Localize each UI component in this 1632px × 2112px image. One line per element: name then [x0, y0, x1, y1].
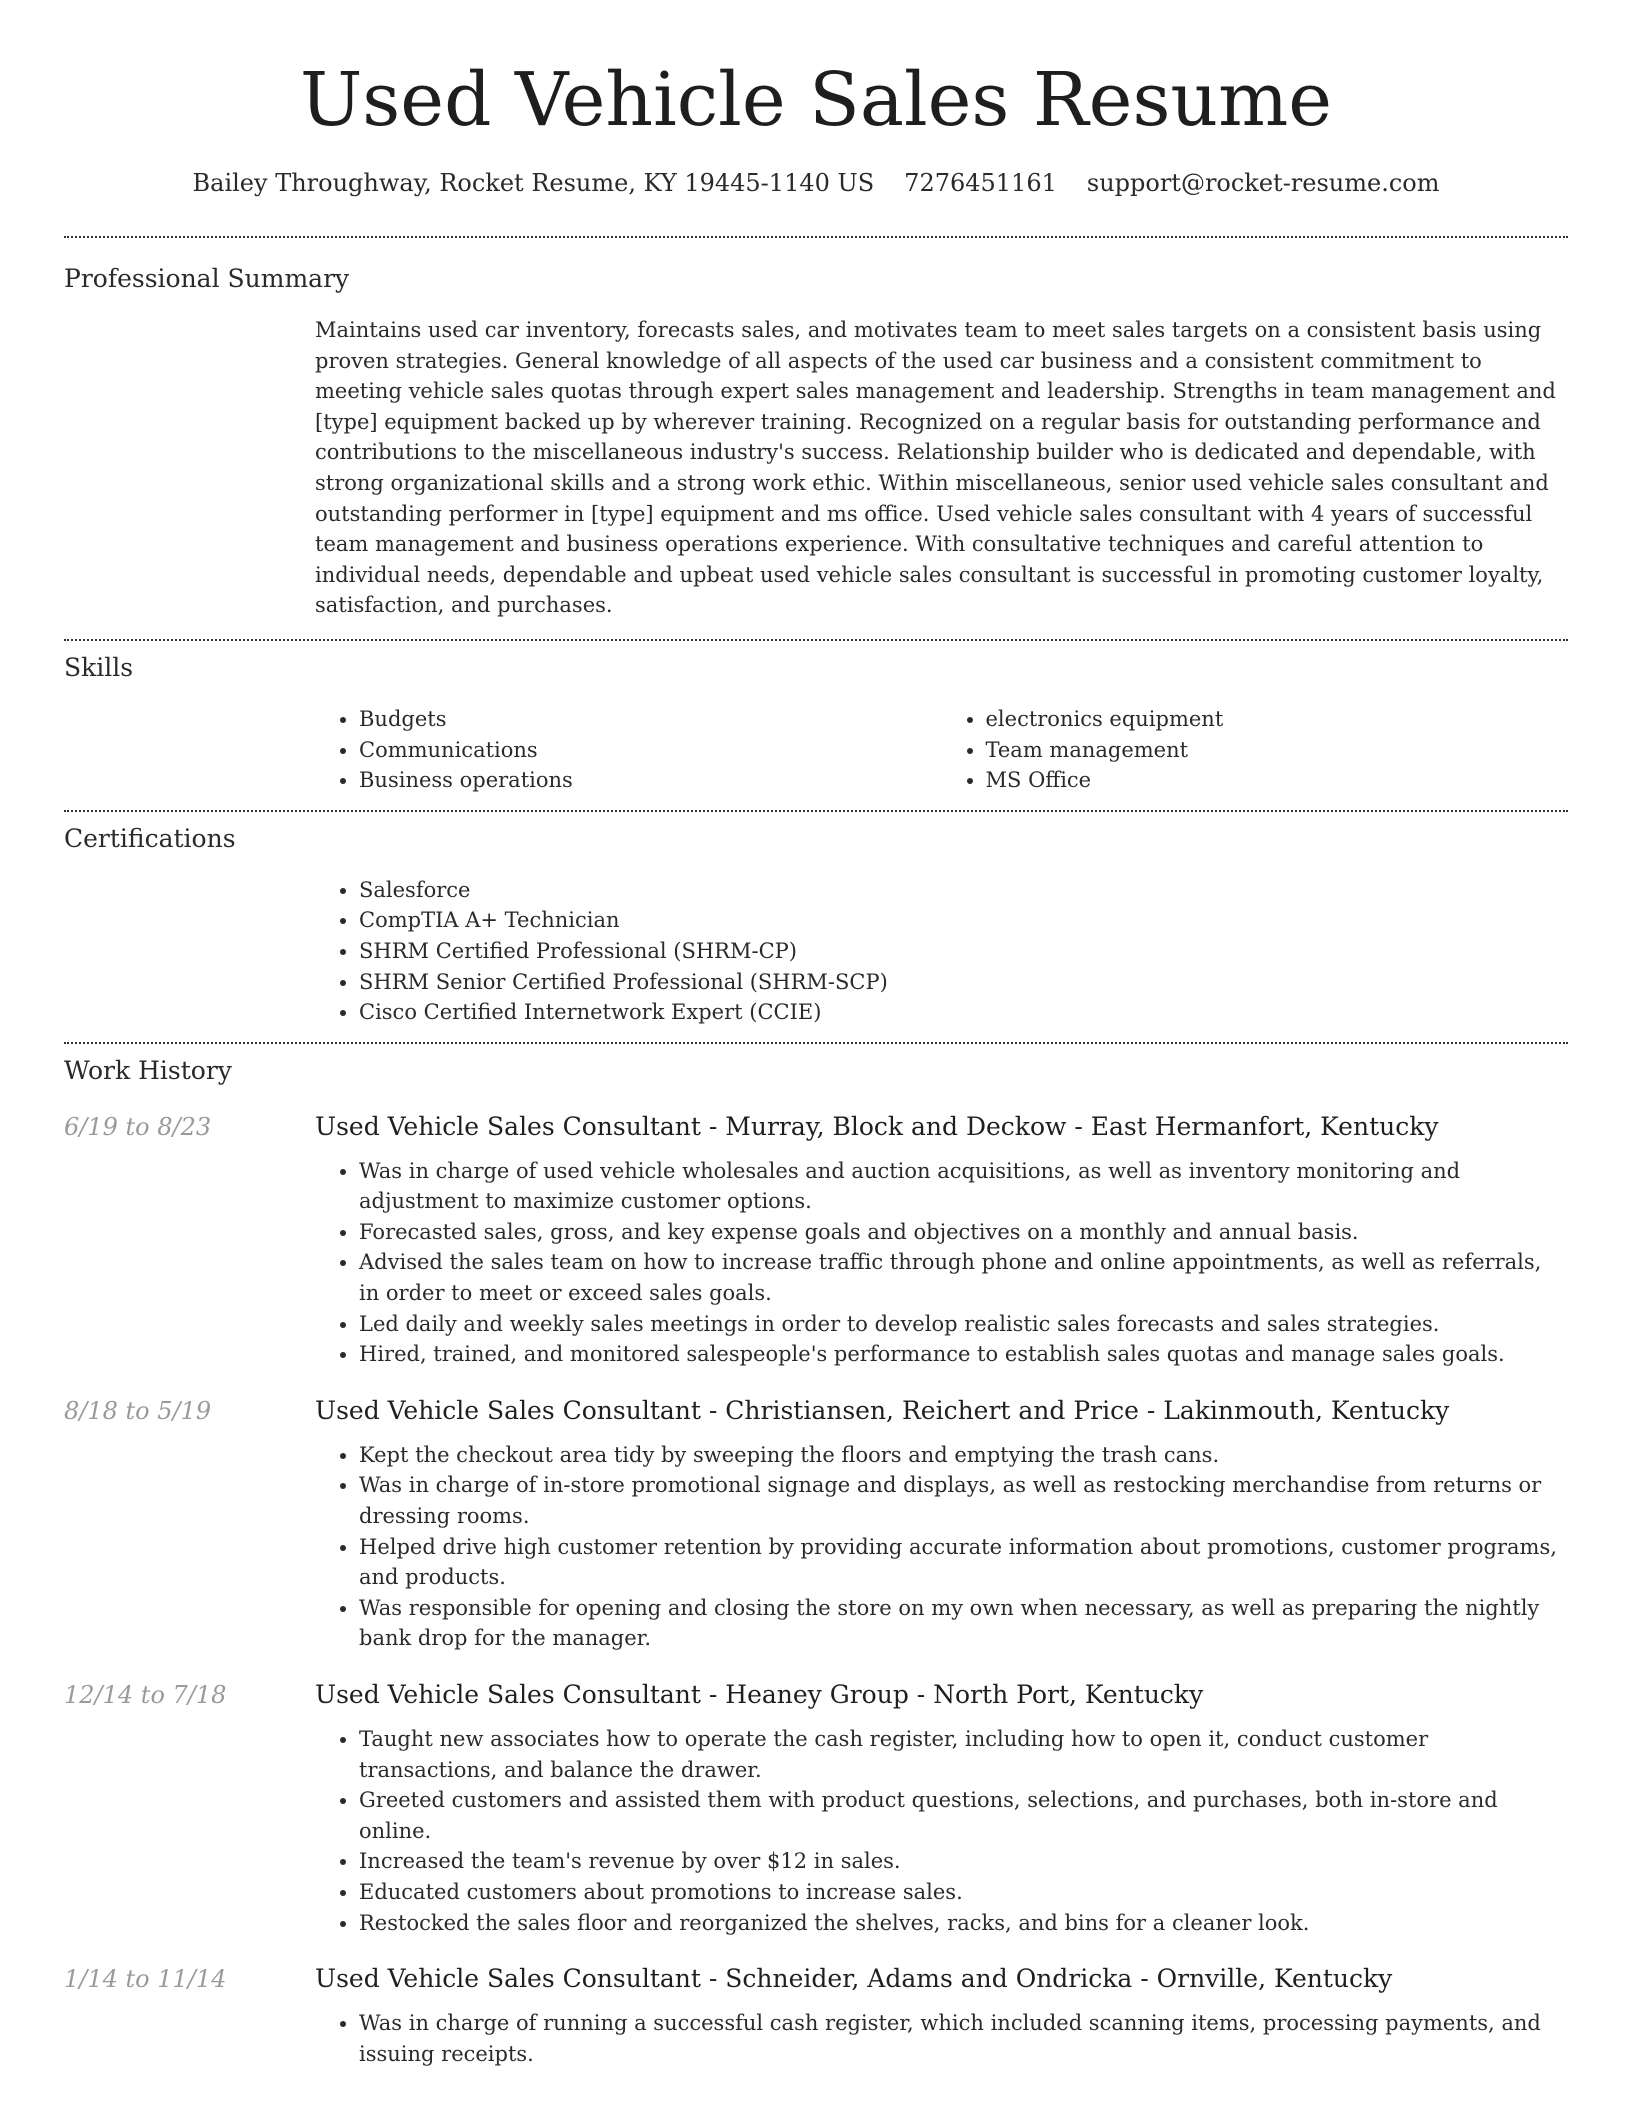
job-bullet: • Greeted customers and assisted them with product questions, selections, and purchases, both in-store and online.	[359, 1785, 1568, 1846]
job-entry	[64, 1678, 1568, 1938]
divider	[64, 236, 1568, 238]
contact-line	[64, 166, 1568, 200]
work-history-heading: Work History	[64, 1055, 232, 1085]
skill-item: • MS Office	[986, 765, 1569, 796]
job-bullet: • Led daily and weekly sales meetings in order to develop realistic sales forecasts and sales strategies.	[359, 1309, 1568, 1340]
job-bullet: • Was in charge of in-store promotional signage and displays, as well as restocking merchandise from returns or dressing rooms.	[359, 1470, 1568, 1531]
summary-heading: Professional Summary	[64, 264, 350, 293]
resume-page	[64, 0, 1568, 2069]
job-bullets	[315, 1156, 1568, 1370]
job-entry	[64, 1962, 1568, 2069]
job-bullet: • Taught new associates how to operate the cash register, including how to open it, conduct customer transactions, and balance the drawer.	[359, 1724, 1568, 1785]
summary-section	[64, 262, 1568, 621]
certification-item: • Cisco Certified Internetwork Expert (CCIE)	[359, 997, 1568, 1028]
job-bullet: • Was in charge of used vehicle wholesales and auction acquisitions, as well as inventory monitoring and adjustment to maximize customer options.	[359, 1156, 1568, 1217]
job-bullet: • Kept the checkout area tidy by sweeping the floors and emptying the trash cans.	[359, 1440, 1568, 1471]
certification-item: • CompTIA A+ Technician	[359, 905, 1568, 936]
skill-item: • electronics equipment	[986, 704, 1569, 735]
job-bullet: • Restocked the sales floor and reorganized the shelves, racks, and bins for a cleaner look.	[359, 1908, 1568, 1939]
job-bullets	[315, 2008, 1568, 2069]
skill-item: • Communications	[359, 735, 942, 766]
contact-phone: 7276451161	[904, 169, 1057, 197]
job-dates: 8/18 to 5/19	[64, 1396, 212, 1425]
job-title: Used Vehicle Sales Consultant - Christiansen, Reichert and Price - Lakinmouth, Kentucky	[315, 1395, 1450, 1425]
certifications-heading: Certifications	[64, 823, 236, 853]
skill-item: • Business operations	[359, 765, 942, 796]
job-bullet: • Was responsible for opening and closing the store on my own when necessary, as well as preparing the nightly bank drop for the manager.	[359, 1593, 1568, 1654]
resume-title: Used Vehicle Sales Resume	[299, 57, 1333, 143]
job-bullets	[315, 1440, 1568, 1654]
job-bullet: • Educated customers about promotions to increase sales.	[359, 1877, 1568, 1908]
divider	[64, 810, 1568, 812]
job-entry	[64, 1110, 1568, 1370]
summary-text: Maintains used car inventory, forecasts sales, and motivates team to meet sales targets on a consistent basis using proven strategies. General knowledge of all aspects of the used car business and a consistent commitment to meeting vehicle sales quotas through expert sales management and leadership. Strengths in team management and [type] equipment backed up by wherever training. Recognized on a regular basis for outstanding performance and contributions to the miscellaneous industry's success. Relationship builder who is dedicated and dependable, with strong organizational skills and a strong work ethic. Within miscellaneous, senior used vehicle sales consultant and outstanding performer in [type] equipment and ms office. Used vehicle sales consultant with 4 years of successful team management and business operations experience. With consultative techniques and careful attention to individual needs, dependable and upbeat used vehicle sales consultant is successful in promoting customer loyalty, satisfaction, and purchases.	[315, 318, 1556, 618]
job-bullet: • Forecasted sales, gross, and key expense goals and objectives on a monthly and annual basis.	[359, 1217, 1568, 1248]
job-bullet: • Helped drive high customer retention by providing accurate information about promotions, customer programs, and products.	[359, 1532, 1568, 1593]
divider	[64, 1042, 1568, 1044]
certifications-section	[64, 822, 1568, 1028]
skills-column-right	[942, 704, 1569, 796]
job-entry	[64, 1394, 1568, 1654]
contact-email: support@rocket-resume.com	[1086, 169, 1440, 197]
job-title: Used Vehicle Sales Consultant - Heaney Group - North Port, Kentucky	[315, 1680, 1204, 1709]
job-dates: 6/19 to 8/23	[64, 1112, 212, 1141]
skills-column-left	[315, 704, 942, 796]
job-dates: 12/14 to 7/18	[64, 1681, 227, 1709]
job-bullet: • Increased the team's revenue by over $12 in sales.	[359, 1846, 1568, 1877]
certification-item: • SHRM Senior Certified Professional (SHRM-SCP)	[359, 967, 1568, 998]
job-bullets	[315, 1724, 1568, 1938]
work-history-section	[64, 1054, 1568, 2070]
job-bullet: • Advised the sales team on how to increase traffic through phone and online appointments, as well as referrals, in order to meet or exceed sales goals.	[359, 1247, 1568, 1308]
job-bullet: • Hired, trained, and monitored salespeople's performance to establish sales quotas and manage sales goals.	[359, 1339, 1568, 1370]
job-title: Used Vehicle Sales Consultant - Schneider, Adams and Ondricka - Ornville, Kentucky	[315, 1964, 1393, 1994]
job-bullet: • Was in charge of running a successful cash register, which included scanning items, processing payments, and issuing receipts.	[359, 2008, 1568, 2069]
contact-address: Bailey Throughway, Rocket Resume, KY 19445-1140 US	[192, 169, 875, 197]
skills-section	[64, 651, 1568, 796]
skill-item: • Budgets	[359, 704, 942, 735]
skill-item: • Team management	[986, 735, 1569, 766]
certifications-list	[315, 875, 1568, 1028]
skills-list	[315, 704, 1568, 796]
job-dates: 1/14 to 11/14	[64, 1965, 227, 1994]
skills-heading: Skills	[64, 652, 134, 682]
job-title: Used Vehicle Sales Consultant - Murray, Block and Deckow - East Hermanfort, Kentucky	[315, 1111, 1439, 1141]
certification-item: • SHRM Certified Professional (SHRM-CP)	[359, 936, 1568, 967]
certification-item: • Salesforce	[359, 875, 1568, 906]
divider	[64, 639, 1568, 641]
